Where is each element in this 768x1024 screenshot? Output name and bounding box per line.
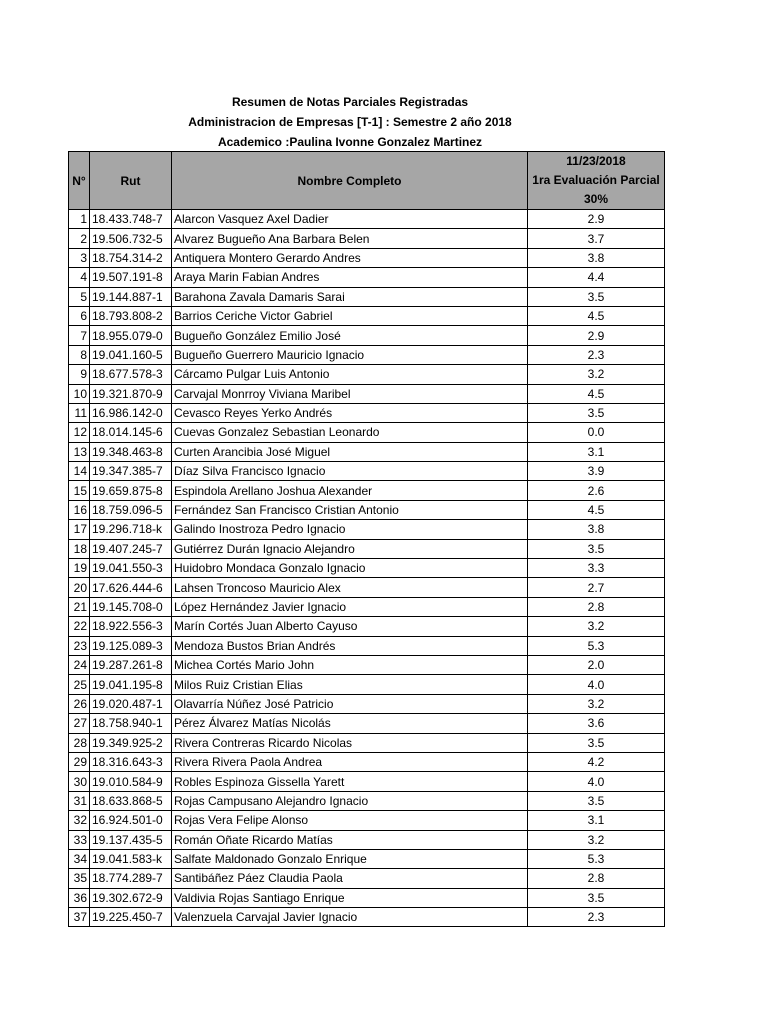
student-grade: 3.9 xyxy=(528,462,665,481)
table-row xyxy=(69,636,665,655)
student-grade: 3.5 xyxy=(528,539,665,558)
student-grade: 4.5 xyxy=(528,384,665,403)
student-name: Antiquera Montero Gerardo Andres xyxy=(172,248,528,267)
table-row xyxy=(69,345,665,364)
student-grade: 3.5 xyxy=(528,791,665,810)
student-grade: 2.0 xyxy=(528,655,665,674)
student-name: Barrios Ceriche Victor Gabriel xyxy=(172,306,528,325)
table-row xyxy=(69,365,665,384)
student-rut: 19.506.732-5 xyxy=(90,229,172,248)
table-row xyxy=(69,694,665,713)
student-number: 31 xyxy=(69,791,90,810)
student-number: 34 xyxy=(69,849,90,868)
grade-date: 11/23/2018 xyxy=(566,154,626,168)
table-row xyxy=(69,384,665,403)
student-grade: 4.0 xyxy=(528,675,665,694)
table-row xyxy=(69,888,665,907)
student-grade: 3.2 xyxy=(528,830,665,849)
student-grade: 3.8 xyxy=(528,520,665,539)
student-rut: 18.316.643-3 xyxy=(90,752,172,771)
student-name: Marín Cortés Juan Alberto Cayuso xyxy=(172,617,528,636)
grades-table xyxy=(68,151,665,927)
student-grade: 2.9 xyxy=(528,326,665,345)
student-name: Lahsen Troncoso Mauricio Alex xyxy=(172,578,528,597)
student-name: Valenzuela Carvajal Javier Ignacio xyxy=(172,908,528,927)
student-rut: 19.507.191-8 xyxy=(90,268,172,287)
student-grade: 5.3 xyxy=(528,636,665,655)
student-grade: 2.9 xyxy=(528,210,665,229)
student-number: 1 xyxy=(69,210,90,229)
student-grade: 4.4 xyxy=(528,268,665,287)
table-row xyxy=(69,617,665,636)
student-number: 7 xyxy=(69,326,90,345)
student-number: 20 xyxy=(69,578,90,597)
grade-weight: 30% xyxy=(583,192,609,206)
table-row xyxy=(69,520,665,539)
student-name: López Hernández Javier Ignacio xyxy=(172,597,528,616)
student-name: Galindo Inostroza Pedro Ignacio xyxy=(172,520,528,539)
student-name: Rivera Rivera Paola Andrea xyxy=(172,752,528,771)
student-number: 11 xyxy=(69,403,90,422)
student-name: Huidobro Mondaca Gonzalo Ignacio xyxy=(172,559,528,578)
student-number: 36 xyxy=(69,888,90,907)
student-name: Rojas Vera Felipe Alonso xyxy=(172,811,528,830)
student-number: 10 xyxy=(69,384,90,403)
table-row xyxy=(69,539,665,558)
student-rut: 19.010.584-9 xyxy=(90,772,172,791)
student-name: Bugueño Guerrero Mauricio Ignacio xyxy=(172,345,528,364)
student-grade: 3.5 xyxy=(528,403,665,422)
student-rut: 19.407.245-7 xyxy=(90,539,172,558)
student-rut: 19.659.875-8 xyxy=(90,481,172,500)
student-name: Fernández San Francisco Cristian Antonio xyxy=(172,500,528,519)
student-number: 14 xyxy=(69,462,90,481)
student-number: 5 xyxy=(69,287,90,306)
student-rut: 18.774.289-7 xyxy=(90,869,172,888)
student-number: 17 xyxy=(69,520,90,539)
student-rut: 18.922.556-3 xyxy=(90,617,172,636)
course-line: Administracion de Empresas [T-1] : Semestre 2 año 2018 xyxy=(188,115,512,129)
student-rut: 16.986.142-0 xyxy=(90,403,172,422)
student-number: 22 xyxy=(69,617,90,636)
table-row xyxy=(69,287,665,306)
table-row xyxy=(69,655,665,674)
student-grade: 3.6 xyxy=(528,714,665,733)
table-row xyxy=(69,481,665,500)
report-title: Resumen de Notas Parciales Registradas xyxy=(231,95,469,109)
grade-evaluation-title: 1ra Evaluación Parcial xyxy=(532,173,660,187)
student-name: Cárcamo Pulgar Luis Antonio xyxy=(172,365,528,384)
student-rut: 19.349.925-2 xyxy=(90,733,172,752)
student-grade: 2.3 xyxy=(528,908,665,927)
table-row xyxy=(69,326,665,345)
student-name: Mendoza Bustos Brian Andrés xyxy=(172,636,528,655)
student-grade: 3.5 xyxy=(528,733,665,752)
column-header-name: Nombre Completo xyxy=(172,152,528,210)
student-number: 19 xyxy=(69,559,90,578)
student-number: 32 xyxy=(69,811,90,830)
student-number: 35 xyxy=(69,869,90,888)
table-row xyxy=(69,791,665,810)
student-grade: 2.8 xyxy=(528,597,665,616)
table-row xyxy=(69,462,665,481)
student-number: 26 xyxy=(69,694,90,713)
student-name: Barahona Zavala Damaris Sarai xyxy=(172,287,528,306)
table-row xyxy=(69,559,665,578)
student-number: 37 xyxy=(69,908,90,927)
student-number: 23 xyxy=(69,636,90,655)
student-rut: 19.302.672-9 xyxy=(90,888,172,907)
report-header xyxy=(0,92,700,152)
student-rut: 18.793.808-2 xyxy=(90,306,172,325)
student-number: 27 xyxy=(69,714,90,733)
student-name: Michea Cortés Mario John xyxy=(172,655,528,674)
student-name: Rivera Contreras Ricardo Nicolas xyxy=(172,733,528,752)
student-rut: 19.125.089-3 xyxy=(90,636,172,655)
table-row xyxy=(69,869,665,888)
student-rut: 19.041.550-3 xyxy=(90,559,172,578)
student-rut: 18.759.096-5 xyxy=(90,500,172,519)
student-name: Díaz Silva Francisco Ignacio xyxy=(172,462,528,481)
student-name: Román Oñate Ricardo Matías xyxy=(172,830,528,849)
student-name: Salfate Maldonado Gonzalo Enrique xyxy=(172,849,528,868)
student-rut: 19.287.261-8 xyxy=(90,655,172,674)
table-header-row xyxy=(69,152,665,210)
student-grade: 2.6 xyxy=(528,481,665,500)
table-row xyxy=(69,403,665,422)
student-name: Olavarría Núñez José Patricio xyxy=(172,694,528,713)
student-rut: 18.433.748-7 xyxy=(90,210,172,229)
student-rut: 19.020.487-1 xyxy=(90,694,172,713)
table-row xyxy=(69,423,665,442)
student-rut: 19.321.870-9 xyxy=(90,384,172,403)
student-grade: 3.1 xyxy=(528,442,665,461)
student-grade: 3.2 xyxy=(528,365,665,384)
student-grade: 3.2 xyxy=(528,694,665,713)
student-number: 21 xyxy=(69,597,90,616)
student-number: 9 xyxy=(69,365,90,384)
student-rut: 19.041.160-5 xyxy=(90,345,172,364)
student-rut: 19.347.385-7 xyxy=(90,462,172,481)
student-rut: 19.144.887-1 xyxy=(90,287,172,306)
student-name: Araya Marin Fabian Andres xyxy=(172,268,528,287)
student-rut: 19.296.718-k xyxy=(90,520,172,539)
table-row xyxy=(69,268,665,287)
student-rut: 18.754.314-2 xyxy=(90,248,172,267)
student-name: Curten Arancibia José Miguel xyxy=(172,442,528,461)
student-name: Rojas Campusano Alejandro Ignacio xyxy=(172,791,528,810)
student-rut: 18.955.079-0 xyxy=(90,326,172,345)
student-grade: 5.3 xyxy=(528,849,665,868)
table-row xyxy=(69,578,665,597)
table-row xyxy=(69,714,665,733)
student-number: 2 xyxy=(69,229,90,248)
table-row xyxy=(69,752,665,771)
student-rut: 19.145.708-0 xyxy=(90,597,172,616)
student-number: 25 xyxy=(69,675,90,694)
student-name: Bugueño González Emilio José xyxy=(172,326,528,345)
student-rut: 19.041.583-k xyxy=(90,849,172,868)
student-number: 18 xyxy=(69,539,90,558)
table-row xyxy=(69,442,665,461)
table-row xyxy=(69,306,665,325)
table-row xyxy=(69,248,665,267)
student-number: 12 xyxy=(69,423,90,442)
student-grade: 3.5 xyxy=(528,888,665,907)
student-rut: 18.758.940-1 xyxy=(90,714,172,733)
table-row xyxy=(69,908,665,927)
student-number: 29 xyxy=(69,752,90,771)
student-number: 4 xyxy=(69,268,90,287)
student-grade: 4.0 xyxy=(528,772,665,791)
table-row xyxy=(69,849,665,868)
student-name: Pérez Álvarez Matías Nicolás xyxy=(172,714,528,733)
student-name: Alarcon Vasquez Axel Dadier xyxy=(172,210,528,229)
table-row xyxy=(69,675,665,694)
student-name: Espindola Arellano Joshua Alexander xyxy=(172,481,528,500)
student-number: 8 xyxy=(69,345,90,364)
student-name: Cevasco Reyes Yerko Andrés xyxy=(172,403,528,422)
student-rut: 19.225.450-7 xyxy=(90,908,172,927)
student-number: 13 xyxy=(69,442,90,461)
student-grade: 3.7 xyxy=(528,229,665,248)
student-rut: 18.633.868-5 xyxy=(90,791,172,810)
student-name: Valdivia Rojas Santiago Enrique xyxy=(172,888,528,907)
column-header-rut: Rut xyxy=(90,152,172,210)
student-name: Alvarez Bugueño Ana Barbara Belen xyxy=(172,229,528,248)
student-rut: 19.041.195-8 xyxy=(90,675,172,694)
student-number: 33 xyxy=(69,830,90,849)
student-grade: 3.2 xyxy=(528,617,665,636)
student-grade: 2.8 xyxy=(528,869,665,888)
student-grade: 4.5 xyxy=(528,500,665,519)
student-rut: 19.137.435-5 xyxy=(90,830,172,849)
student-number: 24 xyxy=(69,655,90,674)
student-grade: 3.5 xyxy=(528,287,665,306)
student-grade: 3.1 xyxy=(528,811,665,830)
student-grade: 2.3 xyxy=(528,345,665,364)
table-row xyxy=(69,229,665,248)
table-body xyxy=(69,210,665,927)
student-rut: 19.348.463-8 xyxy=(90,442,172,461)
table-row xyxy=(69,500,665,519)
student-grade: 4.5 xyxy=(528,306,665,325)
student-rut: 16.924.501-0 xyxy=(90,811,172,830)
column-header-grade xyxy=(528,152,665,210)
student-name: Santibáñez Páez Claudia Paola xyxy=(172,869,528,888)
student-name: Cuevas Gonzalez Sebastian Leonardo xyxy=(172,423,528,442)
student-number: 3 xyxy=(69,248,90,267)
student-number: 16 xyxy=(69,500,90,519)
student-grade: 0.0 xyxy=(528,423,665,442)
column-header-number: N° xyxy=(69,152,90,210)
student-grade: 3.3 xyxy=(528,559,665,578)
student-number: 6 xyxy=(69,306,90,325)
table-row xyxy=(69,772,665,791)
student-name: Milos Ruiz Cristian Elias xyxy=(172,675,528,694)
student-name: Carvajal Monrroy Viviana Maribel xyxy=(172,384,528,403)
academic-line: Academico :Paulina Ivonne Gonzalez Martinez xyxy=(217,135,483,149)
student-name: Robles Espinoza Gissella Yarett xyxy=(172,772,528,791)
table-row xyxy=(69,830,665,849)
student-name: Gutiérrez Durán Ignacio Alejandro xyxy=(172,539,528,558)
student-rut: 18.014.145-6 xyxy=(90,423,172,442)
student-grade: 4.2 xyxy=(528,752,665,771)
table-row xyxy=(69,210,665,229)
student-rut: 17.626.444-6 xyxy=(90,578,172,597)
table-row xyxy=(69,597,665,616)
table-row xyxy=(69,733,665,752)
student-number: 15 xyxy=(69,481,90,500)
student-grade: 3.8 xyxy=(528,248,665,267)
student-grade: 2.7 xyxy=(528,578,665,597)
table-row xyxy=(69,811,665,830)
student-rut: 18.677.578-3 xyxy=(90,365,172,384)
student-number: 30 xyxy=(69,772,90,791)
student-number: 28 xyxy=(69,733,90,752)
